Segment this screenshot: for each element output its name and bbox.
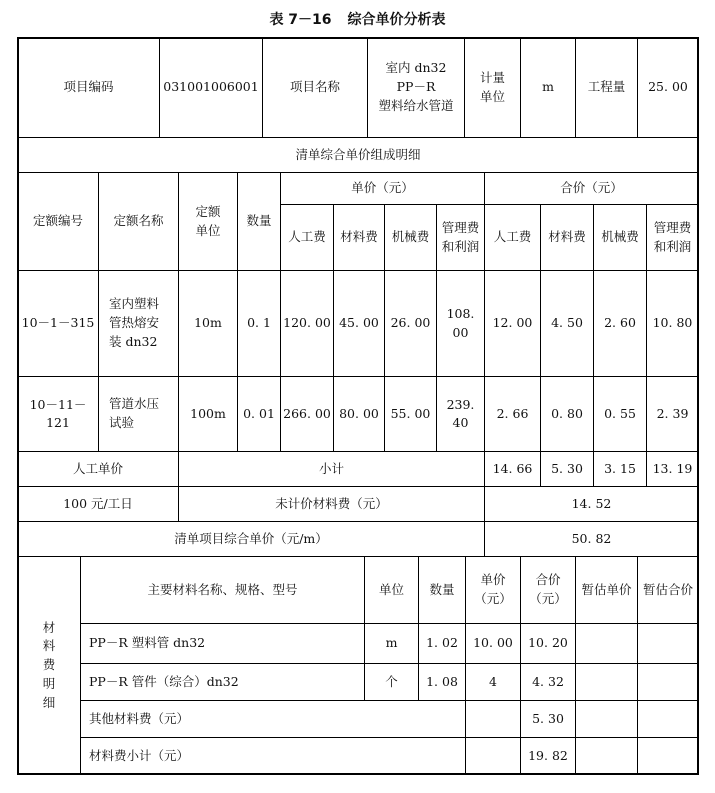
mat-col-unit: 单位 <box>364 556 419 624</box>
row2-quota-no: 10－11－121 <box>17 376 99 452</box>
table-title-text: 综合单价分析表 <box>347 12 446 28</box>
side-char-5: 细 <box>42 694 56 710</box>
row1-name-line-3: 装 dn32 <box>109 333 158 349</box>
other-material-est-total <box>637 700 699 738</box>
unit-label-line-2: 单位 <box>479 88 505 104</box>
mat-col-est-price: 暂估单价 <box>575 556 638 624</box>
other-material-value: 5. 30 <box>520 700 576 738</box>
mat2-name: PP－R 管件（综合）dn32 <box>80 663 365 701</box>
material-subtotal-est-total <box>637 737 699 775</box>
subtotal-label: 小计 <box>178 451 485 487</box>
row1-tp-material: 4. 50 <box>540 270 594 377</box>
row1-quota-name <box>98 270 179 377</box>
mat-col-price-line-2: （元） <box>474 591 512 606</box>
col-up-mgmt-line-2: 和利润 <box>441 238 480 254</box>
col-quota-name: 定额名称 <box>98 172 179 271</box>
col-tp-mgmt <box>646 204 699 271</box>
mat-col-price-line-1: 单价 <box>480 572 506 588</box>
other-material-est-price <box>575 700 638 738</box>
mat1-price: 10. 00 <box>465 623 521 664</box>
side-char-4: 明 <box>42 675 56 691</box>
unpriced-material-label: 未计价材料费（元） <box>178 486 485 522</box>
composite-price-label: 清单项目综合单价（元/m） <box>17 521 485 557</box>
mat-col-total-line-2: （元） <box>529 591 567 606</box>
row2-up-machine: 55. 00 <box>384 376 437 452</box>
mat-col-total-line-1: 合价 <box>535 572 561 588</box>
col-unit-price-group: 单价（元） <box>280 172 485 205</box>
unit-label <box>464 37 521 138</box>
col-quota-unit-line-1: 定额 <box>195 203 221 219</box>
project-name-line-3: 塑料给水管道 <box>378 97 454 113</box>
subtotal-mgmt: 13. 19 <box>646 451 699 487</box>
quantity-label: 工程量 <box>575 37 638 138</box>
row2-unit: 100m <box>178 376 238 452</box>
mat1-unit: m <box>364 623 419 664</box>
row1-up-mgmt: 108. 00 <box>436 270 485 377</box>
side-char-1: 材 <box>42 619 56 635</box>
mat1-est-price <box>575 623 638 664</box>
subtotal-material: 5. 30 <box>540 451 594 487</box>
col-quota-unit <box>178 172 238 271</box>
col-tp-material: 材料费 <box>540 204 594 271</box>
row2-tp-machine: 0. 55 <box>593 376 647 452</box>
row1-quota-no: 10－1－315 <box>17 270 99 377</box>
unpriced-material-value: 14. 52 <box>484 486 699 522</box>
row2-tp-material: 0. 80 <box>540 376 594 452</box>
material-subtotal-value: 19. 82 <box>520 737 576 775</box>
composite-price-value: 50. 82 <box>484 521 699 557</box>
labor-rate-label: 人工单价 <box>17 451 179 487</box>
mat-col-total <box>520 556 576 624</box>
material-subtotal-price <box>465 737 521 775</box>
row2-name-line-1: 管道水压 <box>109 396 160 412</box>
row2-name-line-2: 试验 <box>109 415 135 430</box>
col-up-material: 材料费 <box>333 204 385 271</box>
row1-name-line-1: 室内塑料 <box>109 296 160 312</box>
materials-side-label <box>17 556 81 775</box>
mat-col-qty: 数量 <box>418 556 466 624</box>
mat2-unit: 个 <box>364 663 419 701</box>
mat-col-est-total: 暂估合价 <box>637 556 699 624</box>
unit-value: m <box>520 37 576 138</box>
mat1-name: PP－R 塑料管 dn32 <box>80 623 365 664</box>
mat1-total: 10. 20 <box>520 623 576 664</box>
col-quota-unit-line-2: 单位 <box>195 222 221 238</box>
row2-qty: 0. 01 <box>237 376 281 452</box>
unit-label-line-1: 计量 <box>479 69 505 85</box>
mat2-est-price <box>575 663 638 701</box>
side-char-2: 料 <box>42 638 56 654</box>
col-tp-mgmt-line-2: 和利润 <box>653 238 692 254</box>
mat2-total: 4. 32 <box>520 663 576 701</box>
col-tp-machine: 机械费 <box>593 204 647 271</box>
labor-rate-value: 100 元/工日 <box>17 486 179 522</box>
row1-up-labor: 120. 00 <box>280 270 334 377</box>
col-tp-mgmt-line-1: 管理费 <box>653 219 692 235</box>
row2-tp-labor: 2. 66 <box>484 376 541 452</box>
col-up-labor: 人工费 <box>280 204 334 271</box>
table-number: 表 7－16 <box>269 12 332 28</box>
mat2-est-total <box>637 663 699 701</box>
mat-col-name: 主要材料名称、规格、型号 <box>80 556 365 624</box>
row1-name-line-2: 管热熔安 <box>109 315 160 331</box>
row1-tp-labor: 12. 00 <box>484 270 541 377</box>
project-name-line-1: 室内 dn32 <box>385 60 447 76</box>
col-tp-labor: 人工费 <box>484 204 541 271</box>
project-name-line-2: PP－R <box>396 79 436 95</box>
col-up-mgmt <box>436 204 485 271</box>
row2-quota-name <box>98 376 179 452</box>
subtotal-machine: 3. 15 <box>593 451 647 487</box>
col-quota-no: 定额编号 <box>17 172 99 271</box>
row2-up-labor: 266. 00 <box>280 376 334 452</box>
row1-up-machine: 26. 00 <box>384 270 437 377</box>
mat1-est-total <box>637 623 699 664</box>
mat2-price: 4 <box>465 663 521 701</box>
col-up-machine: 机械费 <box>384 204 437 271</box>
col-total-price-group: 合价（元） <box>484 172 699 205</box>
project-name-label: 项目名称 <box>262 37 368 138</box>
row1-unit: 10m <box>178 270 238 377</box>
subtotal-labor: 14. 66 <box>484 451 541 487</box>
row1-up-material: 45. 00 <box>333 270 385 377</box>
project-name-value <box>367 37 465 138</box>
row2-tp-mgmt: 2. 39 <box>646 376 699 452</box>
table-title <box>0 9 715 29</box>
row1-tp-mgmt: 10. 80 <box>646 270 699 377</box>
project-code-label: 项目编码 <box>17 37 160 138</box>
row1-tp-machine: 2. 60 <box>593 270 647 377</box>
row2-up-material: 80. 00 <box>333 376 385 452</box>
col-quantity: 数量 <box>237 172 281 271</box>
material-subtotal-label: 材料费小计（元） <box>80 737 466 775</box>
section-title: 清单综合单价组成明细 <box>17 137 699 173</box>
side-char-3: 费 <box>42 657 56 673</box>
mat-col-price <box>465 556 521 624</box>
mat1-qty: 1. 02 <box>418 623 466 664</box>
material-subtotal-est-price <box>575 737 638 775</box>
other-material-price <box>465 700 521 738</box>
row1-qty: 0. 1 <box>237 270 281 377</box>
other-material-label: 其他材料费（元） <box>80 700 466 738</box>
col-up-mgmt-line-1: 管理费 <box>441 219 480 235</box>
row2-up-mgmt: 239. 40 <box>436 376 485 452</box>
project-code-value: 031001006001 <box>159 37 263 138</box>
quantity-value: 25. 00 <box>637 37 699 138</box>
mat2-qty: 1. 08 <box>418 663 466 701</box>
